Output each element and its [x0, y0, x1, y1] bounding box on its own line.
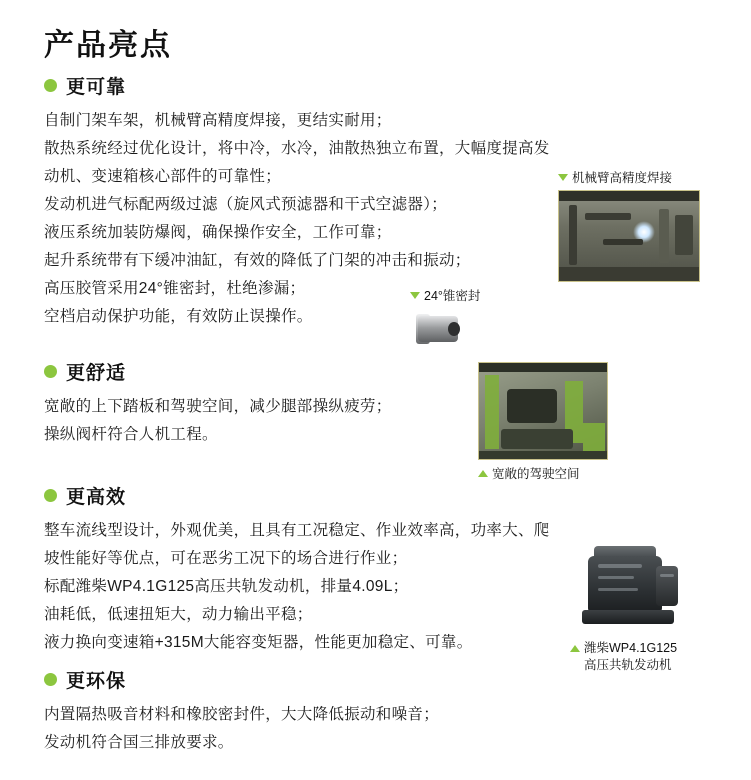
body-line: 内置隔热吸音材料和橡胶密封件，大大降低振动和噪音；	[44, 706, 440, 723]
bullet-icon	[44, 365, 57, 378]
body-line: 散热系统经过优化设计，将中冷，水冷，油散热独立布置，大幅度提高发	[44, 140, 550, 157]
photo-engine	[570, 540, 688, 636]
section-body-eco	[44, 701, 439, 757]
figure-engine	[570, 540, 688, 674]
figure-caption-block	[584, 640, 677, 674]
photo-shape	[501, 429, 573, 449]
photo-shape	[598, 588, 638, 591]
page-title: 产品亮点	[44, 29, 172, 62]
figure-caption-text-line2: 高压共轨发动机	[584, 658, 672, 672]
triangle-down-icon	[410, 292, 420, 299]
body-line: 发动机进气标配两级过滤（旋风式预滤器和干式空滤器）；	[44, 196, 448, 213]
body-line: 动机、变速箱核心部件的可靠性；	[44, 168, 282, 185]
photo-shape	[603, 239, 643, 245]
body-line: 坡性能好等优点，可在恶劣工况下的场合进行作业；	[44, 550, 408, 567]
figure-welding	[558, 168, 700, 282]
photo-cabin	[478, 362, 608, 460]
photo-shape	[479, 363, 608, 372]
photo-shape	[448, 322, 460, 336]
photo-welding	[558, 190, 700, 282]
section-body-efficient	[44, 517, 550, 657]
photo-shape	[585, 213, 631, 220]
photo-shape	[569, 205, 577, 265]
section-header-comfortable	[44, 358, 392, 385]
photo-shape	[598, 564, 642, 568]
photo-shape	[656, 566, 678, 606]
triangle-down-icon	[558, 174, 568, 181]
figure-caption-cone	[410, 286, 480, 304]
figure-caption-cabin	[478, 464, 608, 482]
section-title: 更环保	[66, 671, 127, 692]
section-efficient	[44, 482, 550, 657]
figure-caption-text: 机械臂高精度焊接	[572, 171, 673, 185]
body-line: 油耗低，低速扭矩大，动力输出平稳；	[44, 606, 313, 623]
figure-caption-text: 宽敞的驾驶空间	[492, 467, 580, 481]
bullet-icon	[44, 489, 57, 502]
section-title: 更高效	[66, 487, 127, 508]
body-line: 液力换向变速箱+315M大能容变矩器，性能更加稳定、可靠。	[44, 634, 473, 651]
photo-shape	[559, 267, 700, 282]
bullet-icon	[44, 79, 57, 92]
photo-shape	[507, 389, 557, 423]
body-line: 自制门架车架，机械臂高精度焊接，更结实耐用；	[44, 112, 392, 129]
body-line: 液压系统加装防爆阀，确保操作安全，工作可靠；	[44, 224, 392, 241]
section-eco	[44, 666, 439, 757]
body-line: 起升系统带有下缓冲油缸，有效的降低了门架的冲击和振动；	[44, 252, 471, 269]
section-comfortable	[44, 358, 392, 449]
photo-shape	[659, 209, 669, 263]
section-title: 更可靠	[66, 77, 127, 98]
figure-caption-text: 24°锥密封	[424, 289, 481, 303]
section-header-eco	[44, 666, 439, 693]
body-line: 高压胶管采用24°锥密封，杜绝渗漏；	[44, 280, 306, 297]
body-line: 发动机符合国三排放要求。	[44, 734, 234, 751]
photo-shape	[559, 191, 700, 201]
photo-shape	[479, 451, 608, 460]
photo-shape	[583, 423, 605, 453]
bullet-icon	[44, 673, 57, 686]
figure-caption-text-line1: 潍柴WP4.1G125	[584, 641, 678, 655]
photo-shape	[598, 576, 634, 579]
body-line: 操纵阀杆符合人机工程。	[44, 426, 218, 443]
photo-shape	[660, 574, 674, 577]
figure-caption-engine	[570, 640, 688, 674]
section-body-comfortable	[44, 393, 392, 449]
body-line: 标配潍柴WP4.1G125高压共轨发动机，排量4.09L；	[44, 578, 409, 595]
section-header-efficient	[44, 482, 550, 509]
photo-shape	[675, 215, 693, 255]
body-line: 空档启动保护功能，有效防止误操作。	[44, 308, 313, 325]
triangle-up-icon	[478, 470, 488, 477]
figure-caption-welding	[558, 168, 700, 186]
photo-cone-seal	[410, 306, 472, 354]
body-line: 整车流线型设计，外观优美，且具有工况稳定、作业效率高，功率大、爬	[44, 522, 550, 539]
figure-cone-seal	[410, 286, 480, 354]
body-line: 宽敞的上下踏板和驾驶空间，减少腿部操纵疲劳；	[44, 398, 392, 415]
triangle-up-icon	[570, 645, 580, 652]
section-header-reliable	[44, 72, 550, 99]
photo-shape	[485, 375, 499, 449]
photo-shape	[582, 610, 674, 624]
section-title: 更舒适	[66, 363, 127, 384]
figure-cabin	[478, 362, 608, 482]
